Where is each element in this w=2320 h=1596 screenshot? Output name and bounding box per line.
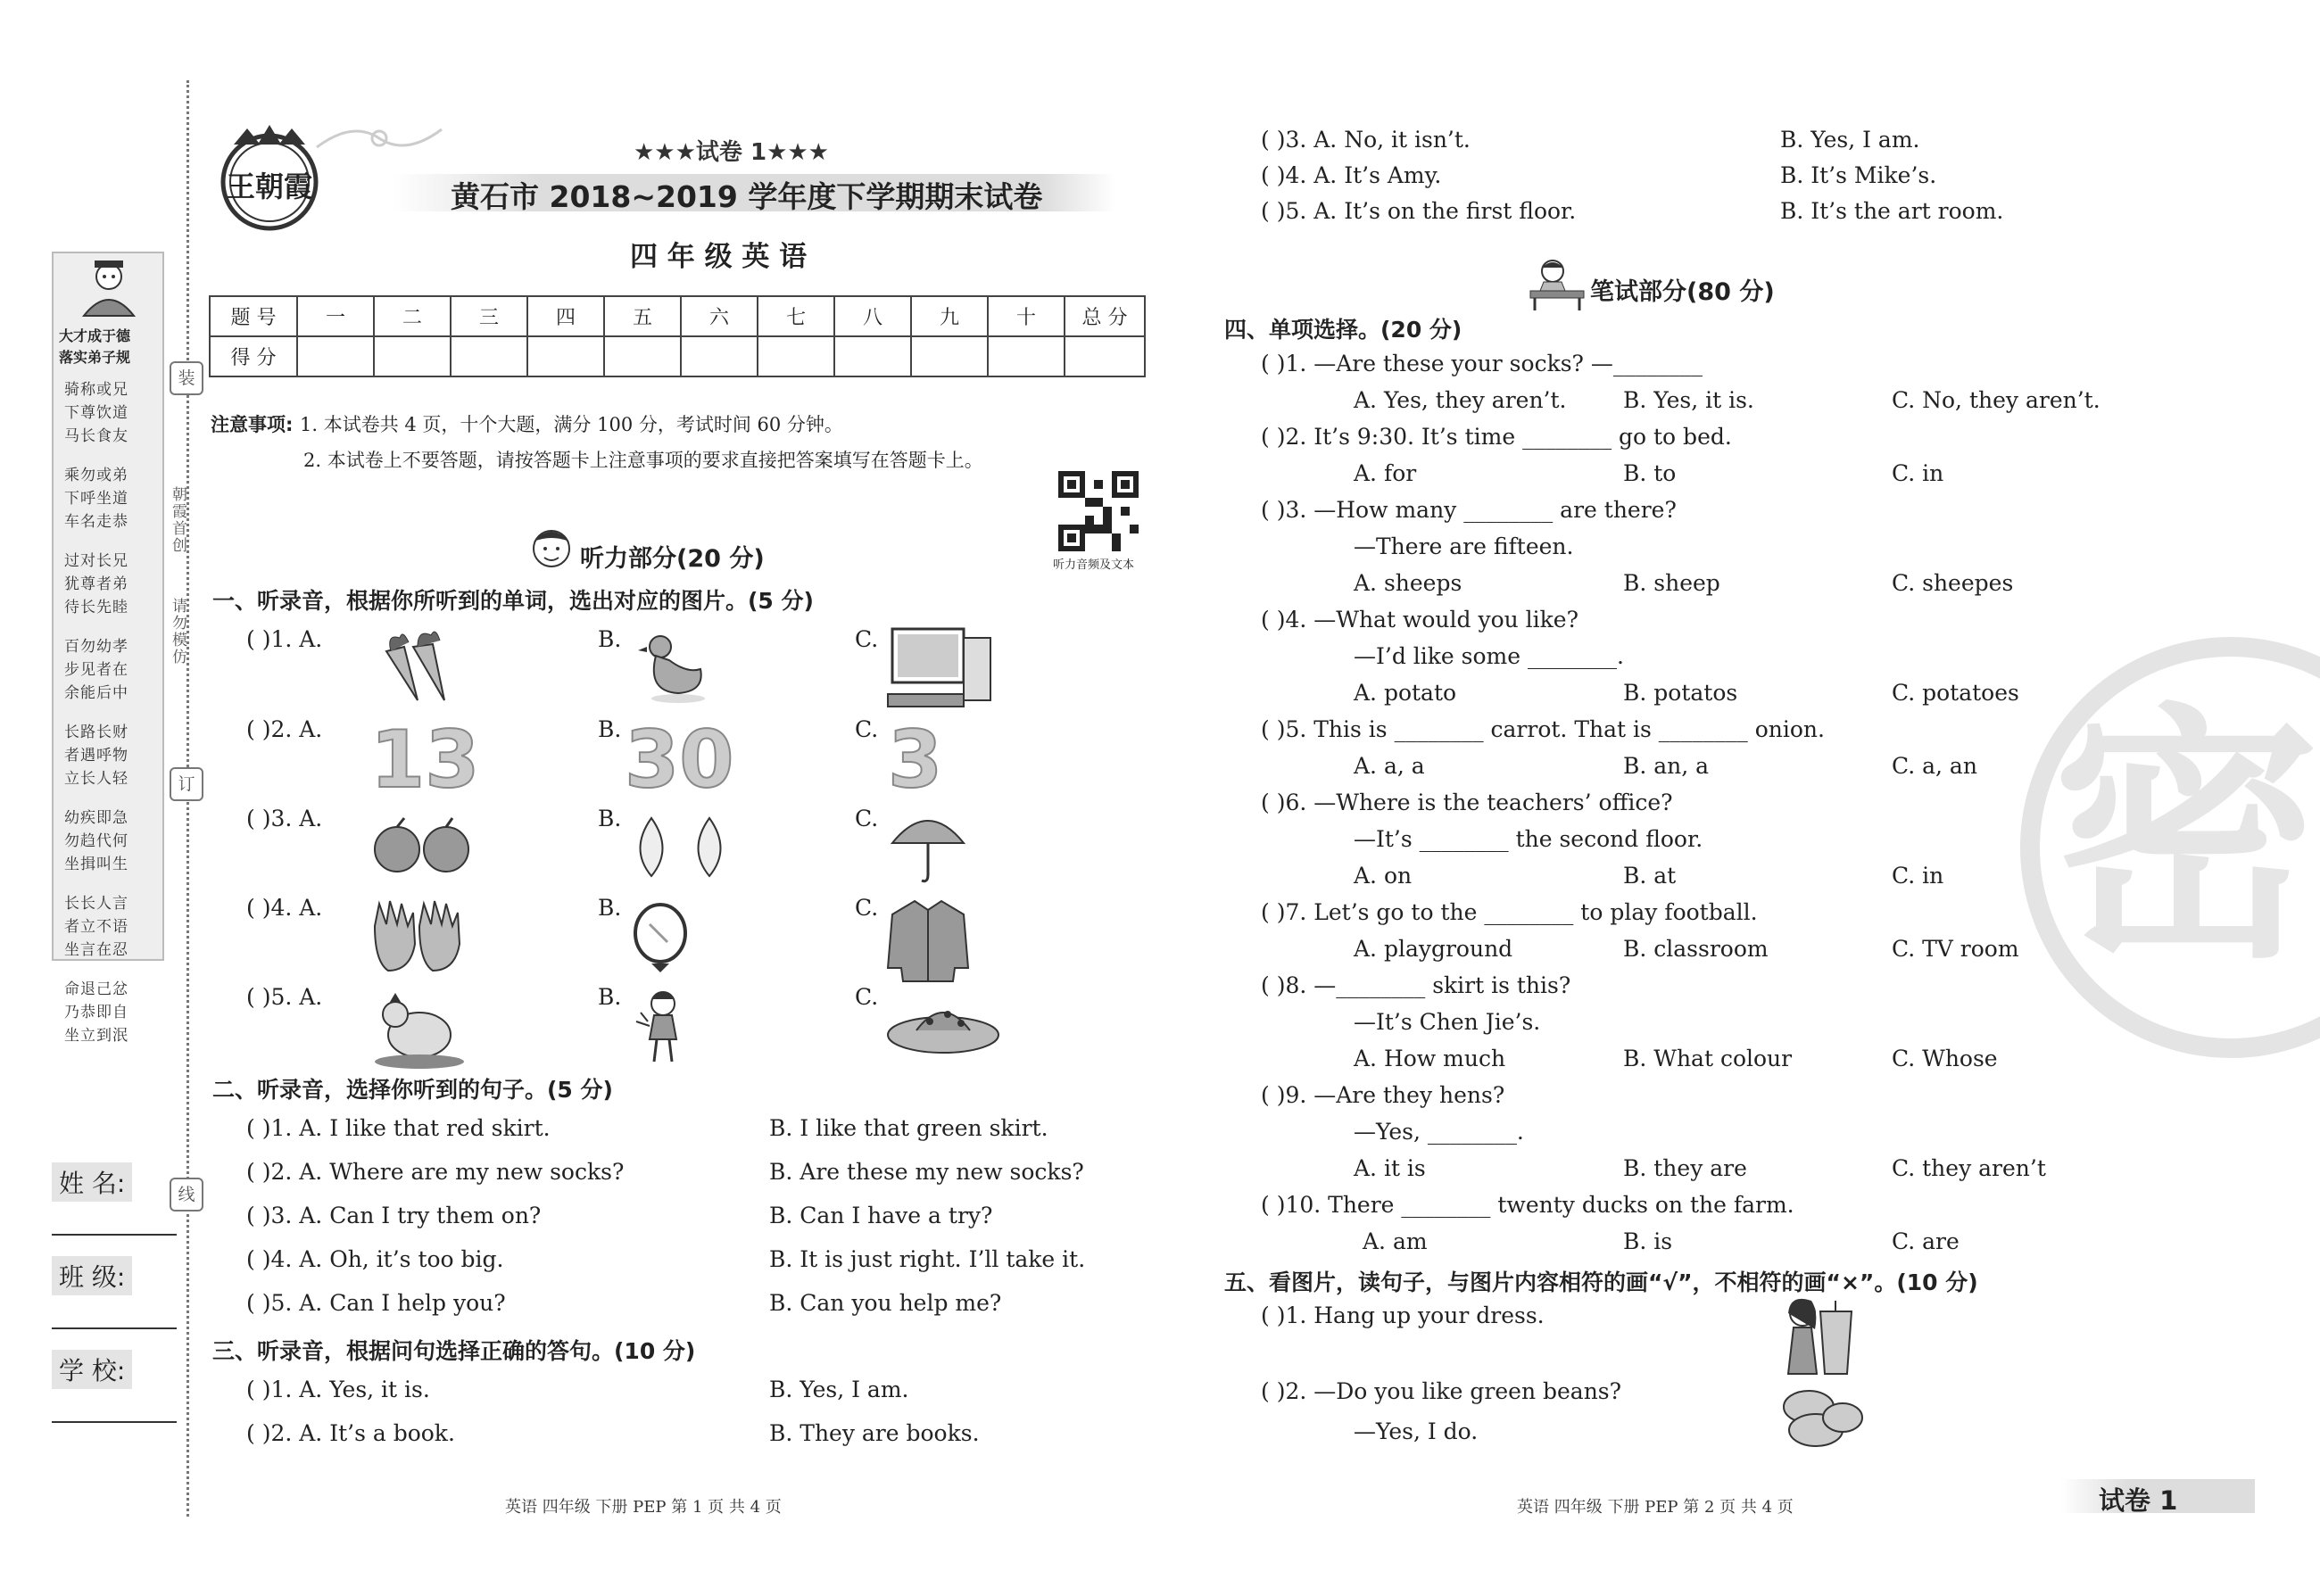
vertical-note-2: 请勿模仿: [169, 598, 186, 666]
maxim-row: 犹尊者弟: [64, 575, 128, 593]
maxim-row: 长路长财: [64, 724, 128, 741]
s4-q8-b[interactable]: B. What colour: [1623, 1046, 1793, 1071]
jacket-picture: [883, 897, 973, 986]
s3-q2-a[interactable]: ( )2. A. It’s a book.: [246, 1420, 455, 1446]
s4-q7-c[interactable]: C. TV room: [1892, 936, 2019, 962]
s4-q5-a[interactable]: A. a, a: [1354, 753, 1425, 779]
score-table-header-row: [210, 296, 1145, 336]
school-label: 学 校:: [52, 1350, 132, 1389]
notes-line-1: 1. 本试卷共 4 页，十个大题，满分 100 分，考试时间 60 分钟。: [300, 414, 843, 435]
class-field[interactable]: [52, 1327, 177, 1329]
s4-q4-a[interactable]: A. potato: [1354, 680, 1457, 706]
score-cell: 三: [451, 296, 527, 336]
score-cell: 七: [758, 296, 834, 336]
s1-q1-c[interactable]: C.: [855, 626, 879, 652]
footer-left: 英语 四年级 下册 PEP 第 1 页 共 4 页: [505, 1498, 782, 1517]
s4-q3-stem[interactable]: ( )3. —How many ________ are there?: [1261, 497, 1677, 523]
maxim-row: 马长食友: [64, 427, 128, 445]
s4-q5-b[interactable]: B. an, a: [1623, 753, 1710, 779]
s3-q5-a[interactable]: ( )5. A. It’s on the first floor.: [1261, 198, 1577, 224]
s4-q10-b[interactable]: B. is: [1623, 1228, 1673, 1254]
number-3-picture: 3: [888, 714, 943, 806]
s4-q6-b[interactable]: B. at: [1623, 863, 1677, 889]
s2-q5-b[interactable]: B. Can you help me?: [769, 1290, 1002, 1316]
s4-q7-b[interactable]: B. classroom: [1623, 936, 1769, 962]
score-blank[interactable]: [681, 336, 758, 376]
hen-picture: [370, 986, 468, 1071]
s4-q9-stem[interactable]: ( )9. —Are they hens?: [1261, 1082, 1505, 1108]
qr-caption: 听力音频及文本: [1053, 558, 1135, 572]
maxim-row: 过对长兄: [64, 552, 128, 570]
binding-stamp-1: 装: [170, 361, 203, 395]
exam-title: 黄石市 2018~2019 学年度下学期期末试卷: [451, 179, 1043, 214]
score-blank[interactable]: [758, 336, 834, 376]
maxim-row: 者立不语: [64, 918, 128, 936]
hang-dress-picture: [1776, 1294, 1856, 1378]
s4-q1-a[interactable]: A. Yes, they aren’t.: [1354, 387, 1567, 413]
maxim-row: 长长人言: [64, 895, 128, 913]
s3-q2-b[interactable]: B. They are books.: [769, 1420, 980, 1446]
section-4-title: 四、单项选择。(20 分): [1224, 317, 1462, 343]
score-blank[interactable]: [1065, 336, 1145, 376]
class-label: 班 级:: [52, 1256, 132, 1295]
s4-q4-c[interactable]: C. potatoes: [1892, 680, 2019, 706]
s1-q4-label[interactable]: ( )4. A.: [246, 895, 323, 921]
s4-q7-stem[interactable]: ( )7. Let’s go to the ________ to play football.: [1261, 899, 1758, 925]
s2-q4-a[interactable]: ( )4. A. Oh, it’s too big.: [246, 1246, 504, 1272]
score-cell: 十: [988, 296, 1065, 336]
binding-stamp-3: 线: [170, 1178, 203, 1211]
s4-q2-stem[interactable]: ( )2. It’s 9:30. It’s time ________ go to bed.: [1261, 424, 1732, 450]
girl-picture: [632, 986, 694, 1066]
s4-q6-stem[interactable]: ( )6. —Where is the teachers’ office?: [1261, 790, 1673, 815]
maxim-row: 步见者在: [64, 661, 128, 679]
maxim-row: 坐立到泯: [64, 1027, 128, 1045]
score-blank[interactable]: [834, 336, 911, 376]
score-cell: 五: [604, 296, 681, 336]
s3-q1-a[interactable]: ( )1. A. Yes, it is.: [246, 1377, 430, 1402]
s4-q4-stem-2: —I’d like some ________.: [1354, 643, 1624, 669]
name-field[interactable]: [52, 1234, 177, 1236]
score-cell: 六: [681, 296, 758, 336]
s2-q4-b[interactable]: B. It is just right. I’ll take it.: [769, 1246, 1086, 1272]
maxim-row: 命退己忿: [64, 980, 128, 998]
score-blank[interactable]: [374, 336, 451, 376]
school-field[interactable]: [52, 1421, 177, 1423]
s3-q4-a[interactable]: ( )4. A. It’s Amy.: [1261, 162, 1442, 188]
number-13-picture: 13: [370, 714, 480, 806]
score-table: [209, 295, 1146, 377]
score-blank[interactable]: [297, 336, 374, 376]
vertical-note-1: 朝霞首创: [169, 486, 186, 554]
s1-q5-b[interactable]: B.: [598, 984, 622, 1010]
s1-q3-b[interactable]: B.: [598, 806, 622, 831]
score-blank[interactable]: [451, 336, 527, 376]
s2-q3-b[interactable]: B. Can I have a try?: [769, 1203, 993, 1228]
s2-q2-a[interactable]: ( )2. A. Where are my new socks?: [246, 1159, 625, 1185]
s3-q1-b[interactable]: B. Yes, I am.: [769, 1377, 909, 1402]
qr-code[interactable]: [1058, 471, 1139, 551]
maxim-row: 骑称或兄: [64, 381, 128, 399]
s4-q1-stem[interactable]: ( )1. —Are these your socks? —________: [1261, 351, 1703, 376]
maxim-row: 者遇呼物: [64, 747, 128, 765]
s4-q5-c[interactable]: C. a, an: [1892, 753, 1977, 779]
s1-q5-c[interactable]: C.: [855, 984, 879, 1010]
s4-q8-c[interactable]: C. Whose: [1892, 1046, 1998, 1071]
s4-q9-c[interactable]: C. they aren’t: [1892, 1155, 2046, 1181]
section-5-title: 五、看图片，读句子，与图片内容相符的画“√”，不相符的画“×”。(10 分): [1224, 1269, 1978, 1295]
s5-q1-stem[interactable]: ( )1. Hang up your dress.: [1261, 1302, 1545, 1328]
s4-q6-stem-2: —It’s ________ the second floor.: [1354, 826, 1703, 852]
maxim-row: 待长先睦: [64, 599, 128, 616]
number-30-picture: 30: [625, 714, 734, 806]
s2-q2-b[interactable]: B. Are these my new socks?: [769, 1159, 1084, 1185]
sidebar-motto-2: 落实弟子规: [59, 349, 131, 366]
maxim-row: 立长人轻: [64, 770, 128, 788]
s4-q9-a[interactable]: A. it is: [1354, 1155, 1426, 1181]
section-2-title: 二、听录音，选择你听到的句子。(5 分): [212, 1077, 613, 1103]
s3-q5-b[interactable]: B. It’s the art room.: [1780, 198, 2004, 224]
score-cell: 总 分: [1065, 296, 1145, 336]
paper-tag: ★★★试卷 1★★★: [634, 139, 829, 166]
maxim-row: 百勿幼孝: [64, 638, 128, 656]
score-blank[interactable]: [527, 336, 604, 376]
ribbon-decoration: [317, 112, 442, 161]
s1-q5-label[interactable]: ( )5. A.: [246, 984, 323, 1010]
score-table-score-row: [210, 336, 1145, 376]
s5-q2-stem-2: —Yes, I do.: [1354, 1418, 1479, 1444]
maxim-row: 车名走恭: [64, 513, 128, 531]
maxim-row: 余能后中: [64, 684, 128, 702]
listening-title: 听力部分(20 分): [580, 545, 765, 573]
s4-q3-a[interactable]: A. sheeps: [1354, 570, 1462, 596]
s4-q9-stem-2: —Yes, ________.: [1354, 1119, 1524, 1145]
scholar-icon: [73, 257, 145, 319]
duck-picture: [638, 629, 709, 705]
s1-q3-label[interactable]: ( )3. A.: [246, 806, 323, 831]
confidential-watermark-char: 密: [2052, 682, 2320, 994]
writing-title: 笔试部分(80 分): [1590, 278, 1775, 306]
notes-line-2: 2. 本试卷上不要答题，请按答题卡上注意事项的要求直接把答案填写在答题卡上。: [303, 450, 983, 471]
boy-icon: [525, 522, 578, 575]
maxim-row: 乘勿或弟: [64, 467, 128, 484]
gloves-picture: [370, 899, 464, 975]
s3-q4-b[interactable]: B. It’s Mike’s.: [1780, 162, 1937, 188]
s4-q4-b[interactable]: B. potatos: [1623, 680, 1738, 706]
s4-q8-stem-2: —It’s Chen Jie’s.: [1354, 1009, 1541, 1035]
s4-q8-a[interactable]: A. How much: [1354, 1046, 1506, 1071]
notes-label: 注意事项:: [211, 414, 294, 435]
s4-q2-a[interactable]: A. for: [1354, 460, 1417, 486]
onions-picture: [625, 814, 741, 885]
oranges-picture: [370, 814, 477, 876]
computer-picture: [883, 624, 999, 714]
s4-q3-stem-2: —There are fifteen.: [1354, 533, 1574, 559]
s1-q2-label[interactable]: ( )2. A.: [246, 716, 323, 742]
maxim-row: 下呼坐道: [64, 490, 128, 508]
maxim-row: 坐揖叫生: [64, 856, 128, 873]
footer-right: 英语 四年级 下册 PEP 第 2 页 共 4 页: [1517, 1498, 1794, 1517]
s4-q2-c[interactable]: C. in: [1892, 460, 1944, 486]
score-cell: 题 号: [210, 296, 297, 336]
score-blank[interactable]: [604, 336, 681, 376]
s4-q10-stem[interactable]: ( )10. There ________ twenty ducks on the farm.: [1261, 1192, 1794, 1218]
hat-picture: [885, 995, 1001, 1057]
s4-q1-c[interactable]: C. No, they aren’t.: [1892, 387, 2100, 413]
s1-q1-label[interactable]: ( )1. A.: [246, 626, 323, 652]
s4-q8-stem[interactable]: ( )8. —________ skirt is this?: [1261, 972, 1571, 998]
s5-q2-stem[interactable]: ( )2. —Do you like green beans?: [1261, 1378, 1622, 1404]
exam-subtitle: 四 年 级 英 语: [630, 241, 808, 273]
maxim-row: 乃恭即自: [64, 1004, 128, 1021]
carrots-picture: [369, 624, 471, 705]
s2-q5-a[interactable]: ( )5. A. Can I help you?: [246, 1290, 506, 1316]
score-blank[interactable]: [911, 336, 988, 376]
score-cell: 一: [297, 296, 374, 336]
score-cell: 九: [911, 296, 988, 336]
s4-q6-c[interactable]: C. in: [1892, 863, 1944, 889]
section-1-title: 一、听录音，根据你所听到的单词，选出对应的图片。(5 分): [212, 588, 814, 614]
s3-q3-a[interactable]: ( )3. A. No, it isn’t.: [1261, 127, 1471, 153]
maxim-row: 幼疾即急: [64, 809, 128, 827]
maxim-row: 坐言在忍: [64, 941, 128, 959]
s4-q4-stem[interactable]: ( )4. —What would you like?: [1261, 607, 1579, 633]
sidebar-maxims-panel: [52, 252, 164, 1045]
score-blank[interactable]: [988, 336, 1065, 376]
s3-q3-b[interactable]: B. Yes, I am.: [1780, 127, 1920, 153]
s4-q10-c[interactable]: C. are: [1892, 1228, 1960, 1254]
footer-tag: 试卷 1: [2099, 1485, 2178, 1516]
maxim-row: 下尊饮道: [64, 404, 128, 422]
s4-q3-b[interactable]: B. sheep: [1623, 570, 1720, 596]
s4-q1-b[interactable]: B. Yes, it is.: [1623, 387, 1754, 413]
brand-logo-text: 王朝霞: [227, 170, 313, 203]
binding-stamp-2: 订: [170, 767, 203, 801]
s2-q1-a[interactable]: ( )1. A. I like that red skirt.: [246, 1115, 551, 1141]
sidebar-maxim-block: [64, 378, 157, 1047]
student-desk-icon: [1526, 257, 1588, 312]
s1-q3-c[interactable]: C.: [855, 806, 879, 831]
s4-q10-a[interactable]: A. am: [1363, 1228, 1428, 1254]
s4-q5-stem[interactable]: ( )5. This is ________ carrot. That is ________ onion.: [1261, 716, 1825, 742]
s1-q1-b[interactable]: B.: [598, 626, 622, 652]
s4-q9-b[interactable]: B. they are: [1623, 1155, 1747, 1181]
sidebar-motto-1: 大才成于德: [59, 327, 131, 344]
maxim-row: 勿趋代何: [64, 832, 128, 850]
s4-q6-a[interactable]: A. on: [1354, 863, 1413, 889]
s2-q1-b[interactable]: B. I like that green skirt.: [769, 1115, 1048, 1141]
umbrella-picture: [888, 807, 968, 888]
score-cell: 二: [374, 296, 451, 336]
s1-q2-c[interactable]: C.: [855, 716, 879, 742]
s4-q3-c[interactable]: C. sheepes: [1892, 570, 2014, 596]
mirror-picture: [625, 899, 696, 975]
name-label: 姓 名:: [52, 1162, 132, 1202]
score-cell: 八: [834, 296, 911, 336]
s1-q2-b[interactable]: B.: [598, 716, 622, 742]
s2-q3-a[interactable]: ( )3. A. Can I try them on?: [246, 1203, 542, 1228]
section-3-title: 三、听录音，根据问句选择正确的答句。(10 分): [212, 1338, 696, 1364]
s1-q4-b[interactable]: B.: [598, 895, 622, 921]
score-cell: 四: [527, 296, 604, 336]
s1-q4-c[interactable]: C.: [855, 895, 879, 921]
score-cell: 得 分: [210, 336, 297, 376]
s4-q7-a[interactable]: A. playground: [1354, 936, 1513, 962]
potatoes-picture: [1780, 1387, 1865, 1450]
s4-q2-b[interactable]: B. to: [1623, 460, 1677, 486]
